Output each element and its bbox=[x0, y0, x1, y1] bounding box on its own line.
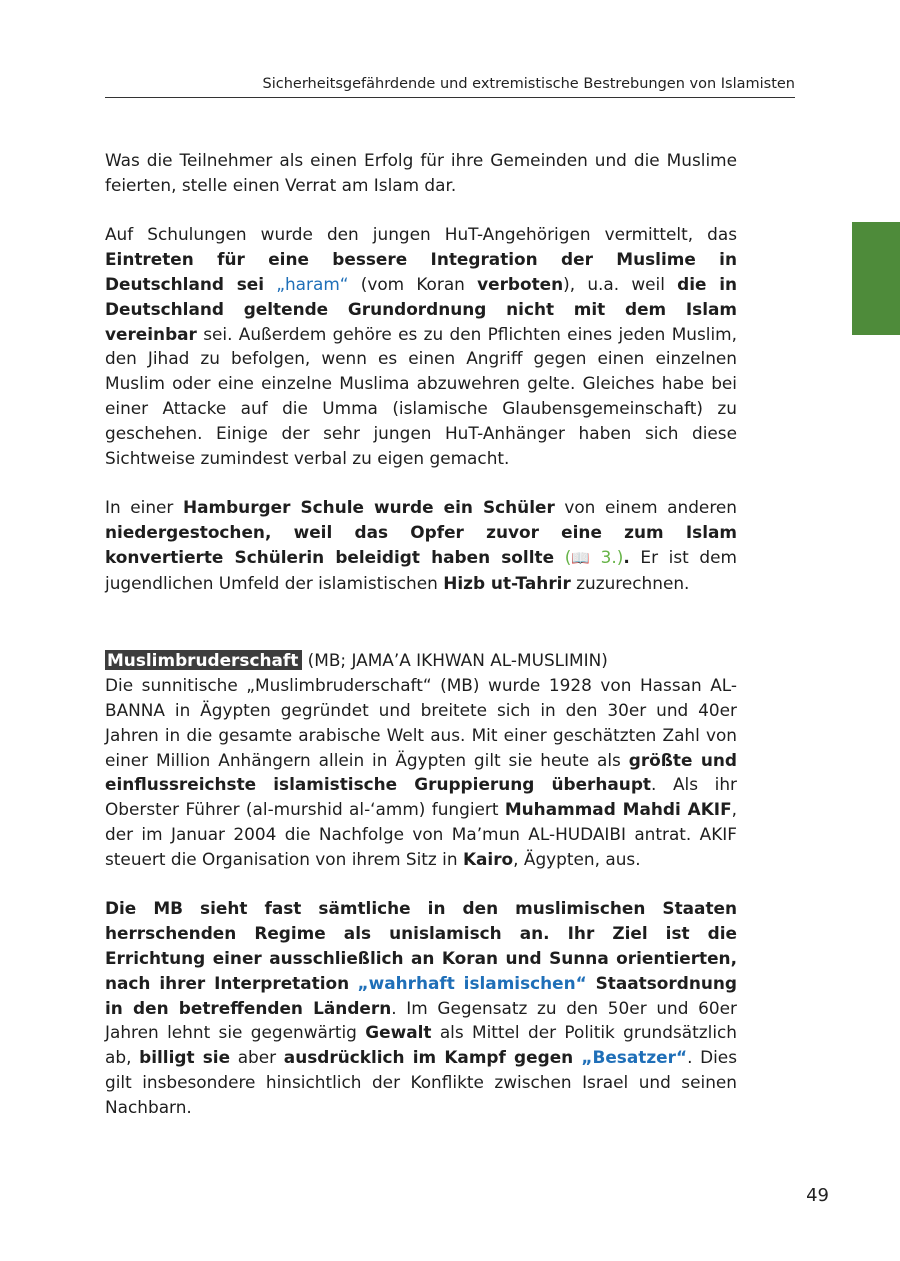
p2-bold-1: Eintreten für eine bessere Integration der Muslime in Deutschland sei bbox=[105, 249, 737, 294]
p3-bold-4: Hizb ut-Tahrir bbox=[443, 572, 571, 593]
p5-text-4: . Dies gilt insbesondere hinsichtlich der Konflikte zwischen Israel und seinen Nachbarn. bbox=[105, 1047, 737, 1117]
p4-bold-2: Muhammad Mahdi AKIF bbox=[504, 799, 732, 820]
p2-text-3: ), u.a. weil bbox=[563, 273, 678, 294]
p4-bold-1: größte und einflussreichste islamistische Gruppierung überhaupt bbox=[105, 749, 737, 795]
p5-bold-1: Die MB sieht fast sämtliche in den muslimischen Staaten herrschenden Regime als unislamisch an. Ihr Ziel ist die Errichtung einer ausschließlich an Koran und Sunna orientierten, nach ihrer Interpretation bbox=[105, 898, 737, 993]
p5-bold-3: Gewalt bbox=[365, 1022, 432, 1043]
p3-text-1: In einer bbox=[105, 497, 183, 518]
section-title: Muslimbruderschaft bbox=[105, 650, 302, 670]
p5-bold-2: Staatsordnung in den betreffenden Ländern bbox=[105, 972, 737, 1018]
p4-text-2: . Als ihr Oberster Führer (al-murshid al-‘amm) fungiert bbox=[105, 774, 737, 820]
chapter-side-tab bbox=[852, 222, 900, 335]
cross-reference[interactable] bbox=[565, 547, 624, 567]
book-icon: 📖 bbox=[571, 548, 590, 567]
p3-bold-1: Hamburger Schule wurde ein Schüler bbox=[182, 497, 555, 518]
p5-text-2: als Mittel der Politik grundsätzlich ab, bbox=[105, 1022, 737, 1068]
page-number: 49 bbox=[806, 1185, 829, 1206]
p3-text-4: zuzurechnen. bbox=[570, 572, 690, 593]
p3-bold-2: niedergestochen, weil das Opfer zuvor eine zum Islam konvertierte Schülerin beleidigt haben sollte bbox=[105, 521, 737, 567]
p4-bold-3: Kairo bbox=[462, 848, 514, 869]
p5-quote-besatzer: „Besatzer“ bbox=[581, 1047, 688, 1068]
p5-text-3: aber bbox=[230, 1047, 284, 1068]
p2-quote-haram: „haram“ bbox=[276, 273, 349, 294]
ref-open: ( bbox=[564, 546, 572, 567]
p3-bold-3: . bbox=[623, 546, 630, 567]
p2-text-4: sei. Außerdem gehöre es zu den Pflichten eines jeden Muslim, den Jihad zu befolgen, wenn es einen Angriff gegen einen einzelnen Muslim oder eine einzelne Muslima abzuwehren gelte. Gleiches habe bei einer Attacke auf die Umma (islamische Glaubensgemeinschaft) zu geschehen. Einige der sehr jungen HuT-Anhänger haben sich diese Sichtweise zumindest verbal zu eigen gemacht. bbox=[105, 323, 737, 468]
p5-text-1: . Im Gegensatz zu den 50er und 60er Jahren lehnt sie gegenwärtig bbox=[105, 997, 737, 1043]
p5-bold-5: ausdrücklich im Kampf gegen bbox=[283, 1047, 582, 1068]
section-heading bbox=[105, 648, 737, 673]
body-text bbox=[105, 148, 737, 1119]
p3-text-3: Er ist dem jugendlichen Umfeld der islamistischen bbox=[105, 546, 737, 593]
paragraph-1 bbox=[105, 148, 737, 198]
p2-text-2: (vom Koran bbox=[348, 273, 478, 294]
running-header bbox=[105, 76, 795, 98]
p4-text-3: , der im Januar 2004 die Nachfolge von Ma’mun AL-HUDAIBI antrat. AKIF steuert die Organisation von ihrem Sitz in bbox=[105, 799, 737, 869]
p2-bold-2: verboten bbox=[477, 273, 564, 294]
section-subtitle: (MB; JAMA’A IKHWAN AL-MUSLIMIN) bbox=[302, 650, 608, 671]
p4-text-1: Die sunnitische „Muslimbruderschaft“ (MB) wurde 1928 von Hassan AL-BANNA in Ägypten gegründet und breitete sich in den 30er und 40er Jahren in die gesamte arabische Welt aus. Mit einer geschätzten Zahl von einer Million Anhängern allein in Ägypten gilt sie heute als bbox=[105, 675, 737, 770]
p2-bold-3: die in Deutschland geltende Grundordnung nicht mit dem Islam vereinbar bbox=[105, 273, 738, 344]
paragraph-5 bbox=[105, 896, 737, 1119]
p3-text-2: von einem anderen bbox=[554, 497, 737, 518]
paragraph-4 bbox=[105, 673, 737, 871]
p1-text: Was die Teilnehmer als einen Erfolg für ihre Gemeinden und die Muslime feierten, stelle einen Verrat am Islam dar. bbox=[105, 150, 737, 195]
ref-label: 3.) bbox=[589, 546, 624, 567]
p5-bold-4: billigt sie bbox=[139, 1047, 231, 1068]
paragraph-3 bbox=[105, 495, 737, 595]
p4-text-4: , Ägypten, aus. bbox=[513, 848, 641, 869]
running-header-title: Sicherheitsgefährdende und extremistische Bestrebungen von Islamisten bbox=[262, 76, 795, 92]
paragraph-2 bbox=[105, 222, 737, 470]
p2-text-1: Auf Schulungen wurde den jungen HuT-Angehörigen vermittelt, das bbox=[105, 224, 737, 245]
p5-quote-islamic: „wahrhaft islamischen“ bbox=[357, 972, 587, 993]
